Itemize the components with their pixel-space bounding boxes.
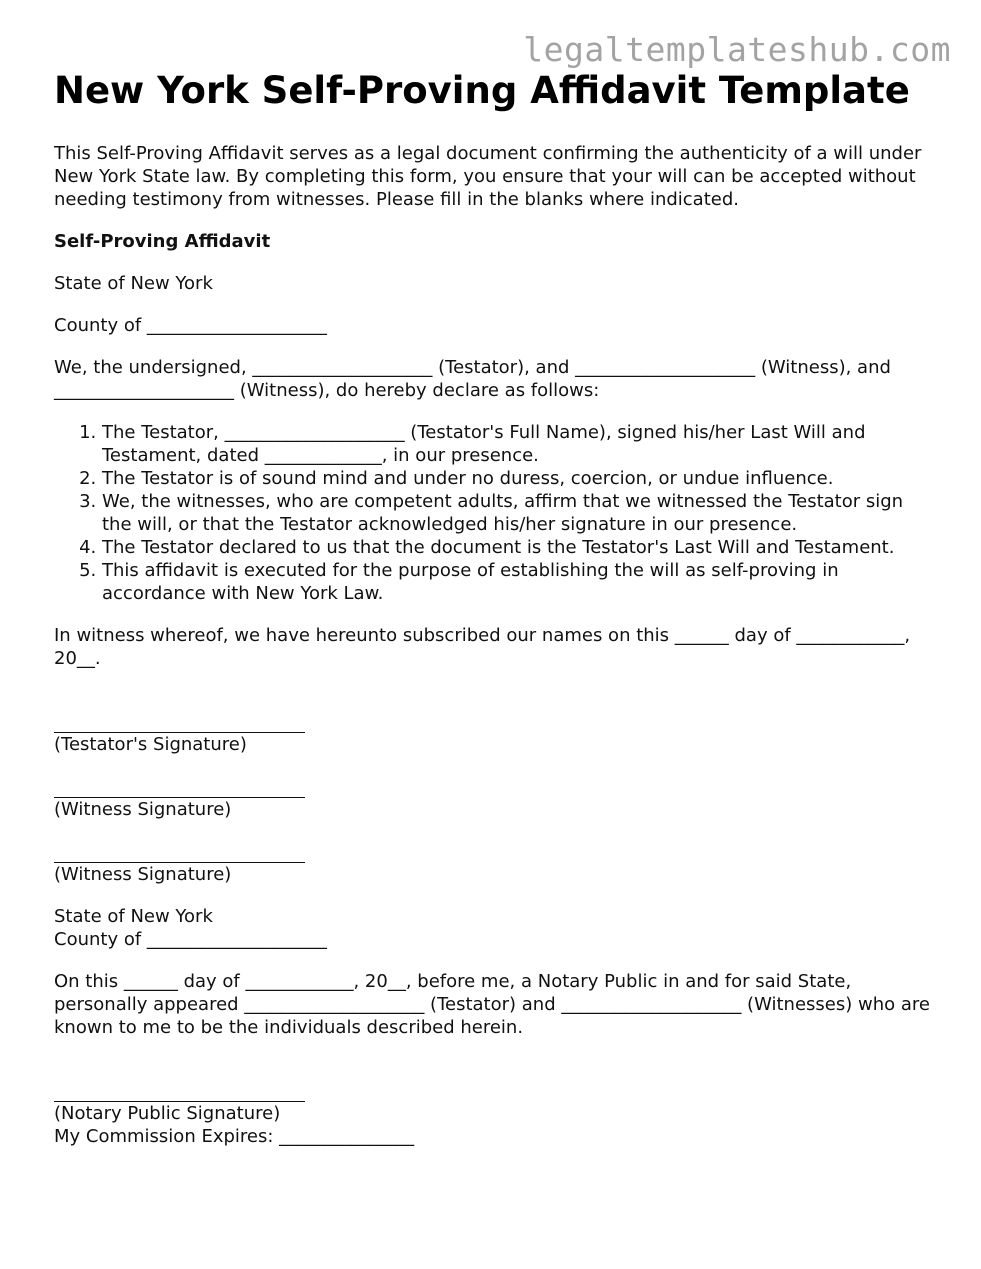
list-item: 4. The Testator declared to us that the document is the Testator's Last Will and Testament. <box>102 536 934 559</box>
witness-2-signature-line <box>54 840 305 863</box>
notary-signature-label: (Notary Public Signature) <box>54 1103 281 1124</box>
witness-1-signature-line <box>54 775 305 798</box>
document-body <box>54 68 934 1148</box>
list-item: 1. The Testator, ____________________ (Testator's Full Name), signed his/her Last Will and Testament, dated _____________, in our presence. <box>102 421 934 467</box>
notary-state-line: State of New York <box>54 906 213 927</box>
page-title: New York Self-Proving Affidavit Template <box>54 69 910 112</box>
witness-clause: In witness whereof, we have hereunto subscribed our names on this ______ day of ____________, 20__. <box>54 625 911 669</box>
state-line: State of New York <box>54 273 213 294</box>
intro-paragraph: This Self-Proving Affidavit serves as a legal document confirming the authenticity of a will under New York State law. By completing this form, you ensure that your will can be accepted without needing testimony from witnesses. Please fill in the blanks where indicated. <box>54 143 922 210</box>
list-item: 5. This affidavit is executed for the purpose of establishing the will as self-proving in accordance with New York Law. <box>102 559 934 605</box>
testator-signature-label: (Testator's Signature) <box>54 734 247 755</box>
notary-county-line: County of ____________________ <box>54 929 327 950</box>
list-item: 2. The Testator is of sound mind and under no duress, coercion, or undue influence. <box>102 467 934 490</box>
notary-statement: On this ______ day of ____________, 20__, before me, a Notary Public in and for said State, personally appeared ____________________ (Testator) and ____________________ (Witnesses) who are known to me to be the individuals described herein. <box>54 971 930 1038</box>
section-heading: Self-Proving Affidavit <box>54 231 271 252</box>
witness-1-signature-label: (Witness Signature) <box>54 799 232 820</box>
declaration-paragraph: We, the undersigned, ____________________ (Testator), and ____________________ (Witness), and ____________________ (Witness), do hereby declare as follows: <box>54 357 891 401</box>
witness-2-signature-label: (Witness Signature) <box>54 864 232 885</box>
notary-signature-line <box>54 1079 305 1102</box>
commission-expires-line: My Commission Expires: _______________ <box>54 1126 415 1147</box>
declaration-list <box>54 421 934 605</box>
watermark: legaltemplateshub.com <box>523 30 951 69</box>
testator-signature-line <box>54 710 305 733</box>
county-line: County of ____________________ <box>54 315 327 336</box>
list-item: 3. We, the witnesses, who are competent adults, affirm that we witnessed the Testator sign the will, or that the Testator acknowledged his/her signature in our presence. <box>102 490 934 536</box>
